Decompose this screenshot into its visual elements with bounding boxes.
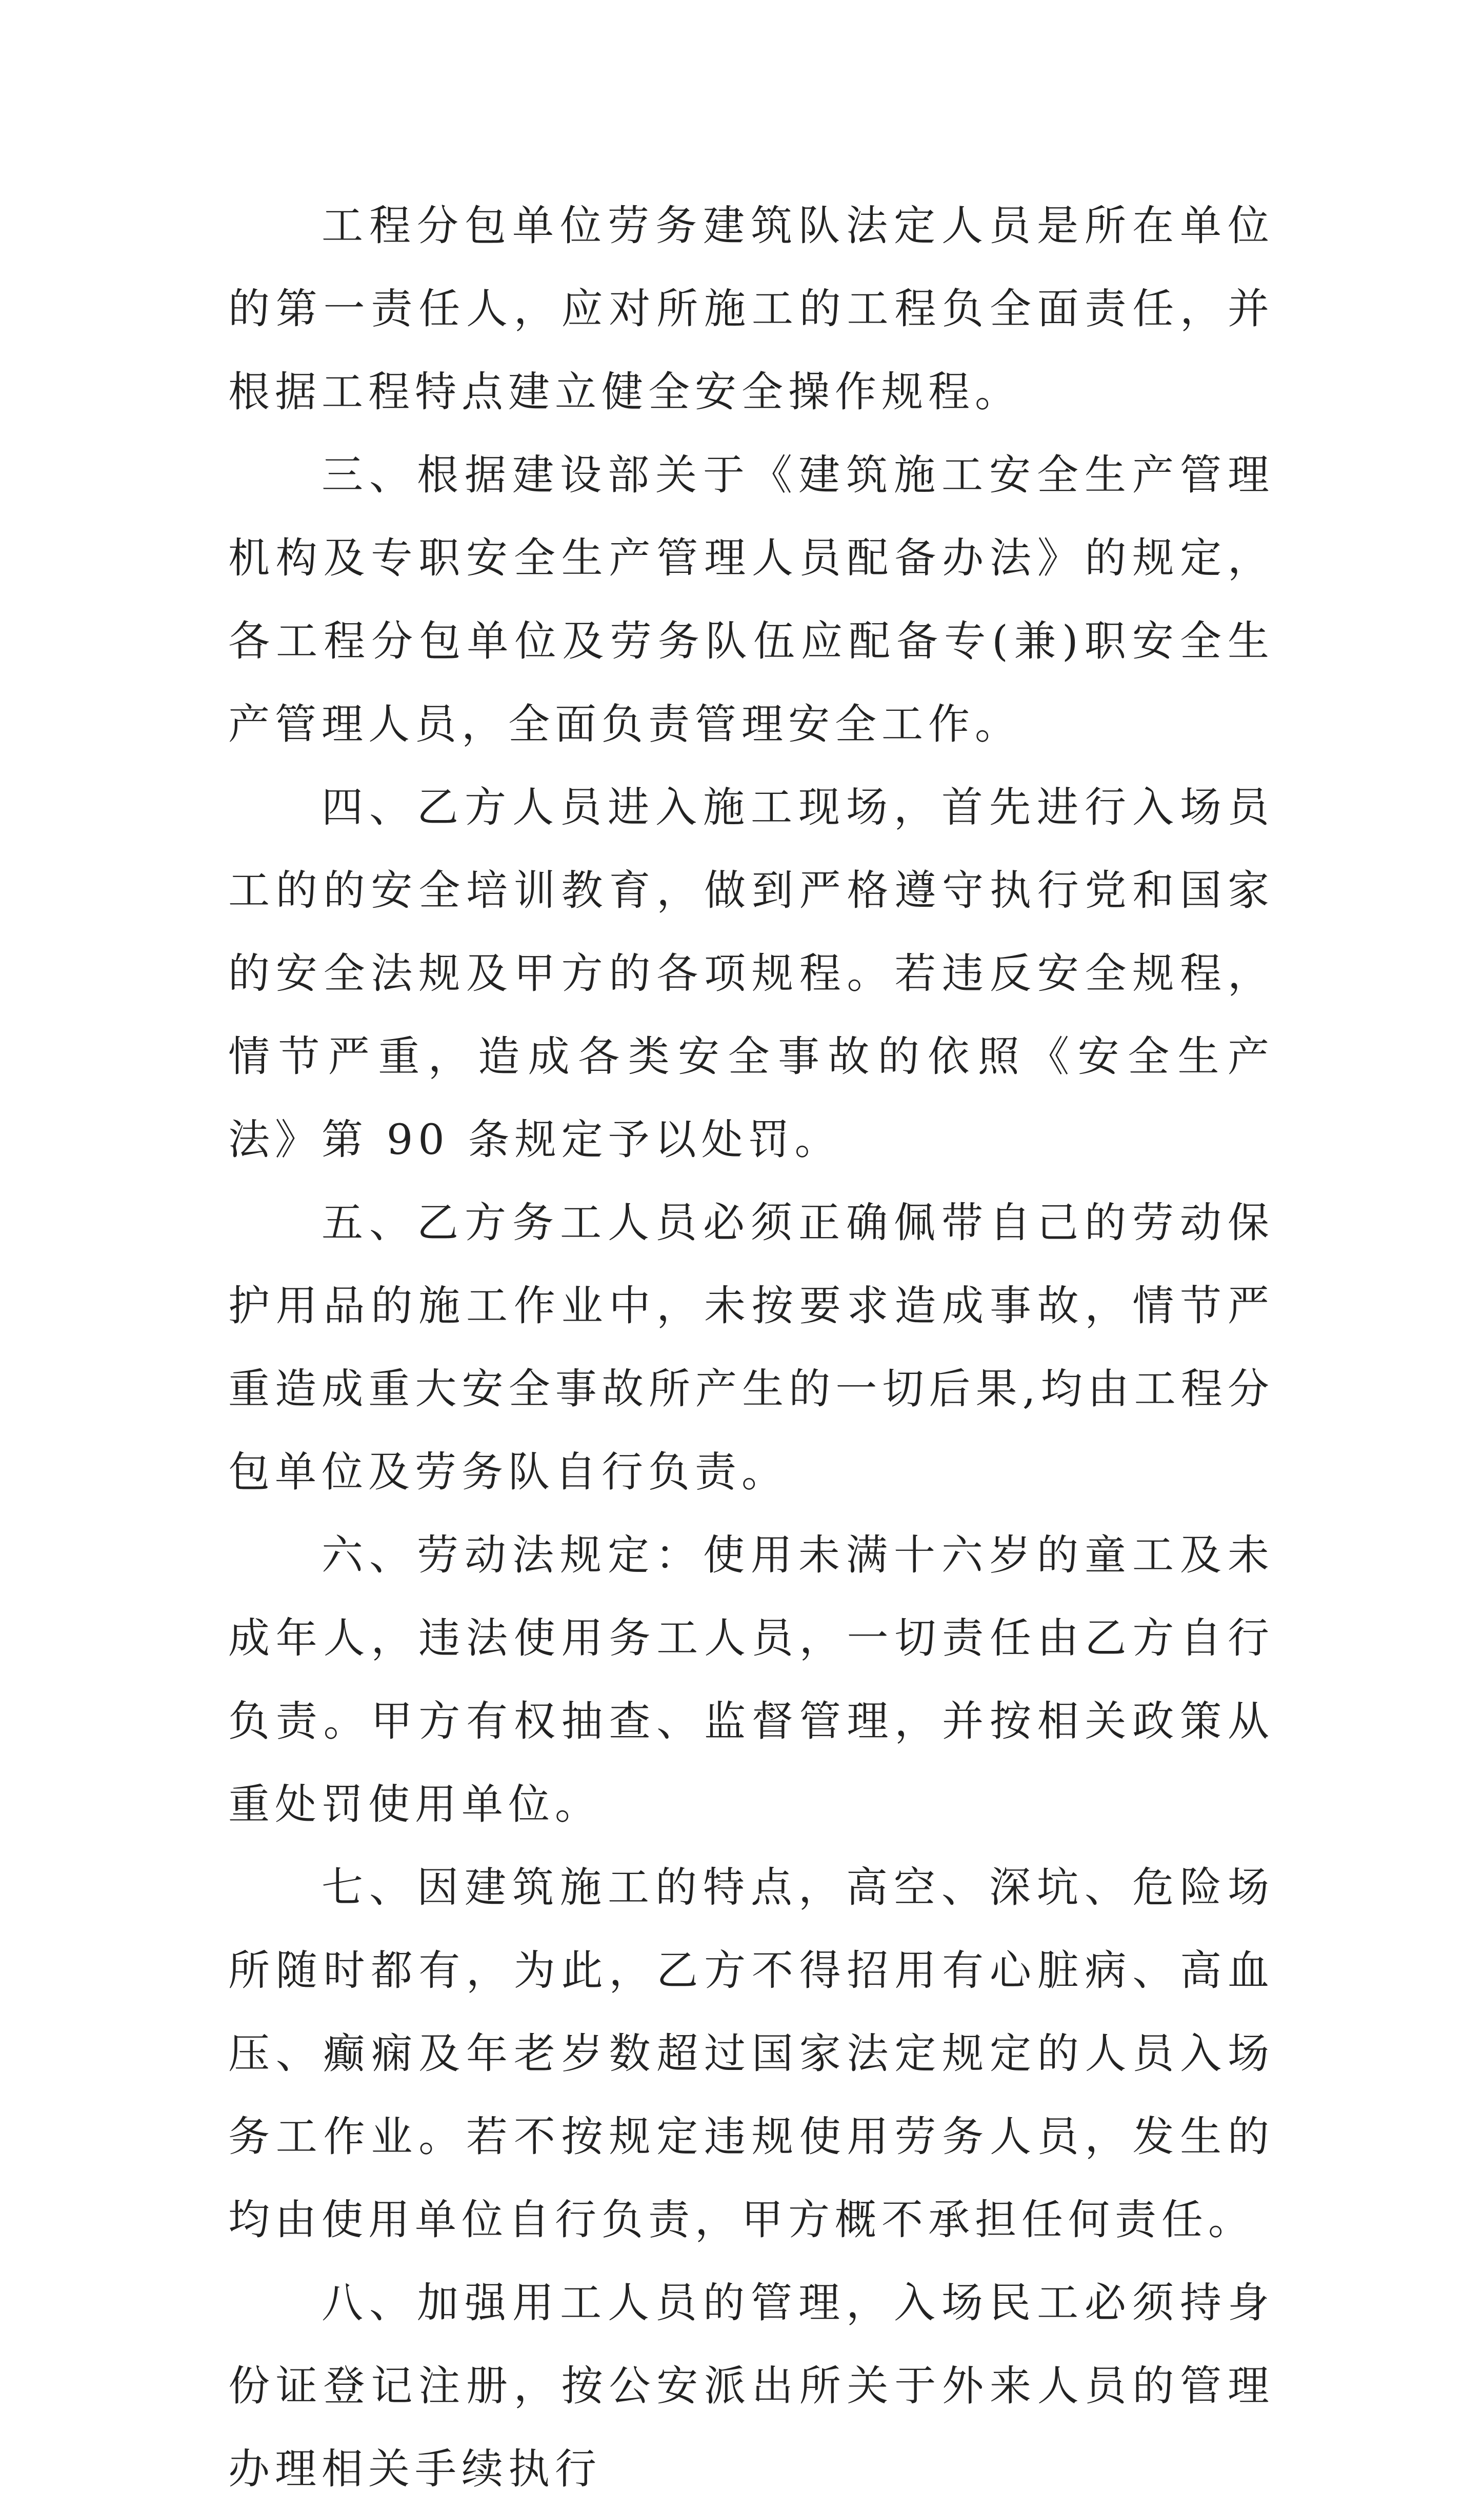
paragraph-clause-6: 六、劳动法规定：使用未满十六岁的童工及未成年人，违法使用务工人员，一切责任由乙方自行负责。甲方有权抽查、监督管理，并按相关政策从重处罚使用单位。	[228, 1531, 1274, 1829]
document-body	[228, 185, 1274, 2511]
paragraph-clause-8: 八、加强用工人员的管理，入场民工必须持身份证登记注册，按公安派出所关于外来人员的管理办理相关手续执行	[228, 2279, 1274, 2494]
paragraph-responsible-person: 工程分包单位劳务建筑队法定人员是所在单位的第一责任人，应对所施工的工程负全面责任，并根据工程特点建立健全安全操作规程。	[228, 202, 1274, 416]
paragraph-clause-3: 三、根据建设部关于《建筑施工安全生产管理机构及专职安全生产管理人员配备办法》的规定，各工程分包单位及劳务队伍应配备专(兼)职安全生产管理人员，全面负责管理安全工作。	[228, 451, 1274, 749]
paragraph-clause-5: 五、乙方务工人员必须正确佩带自己的劳动保护用品的施工作业中，未按要求造成事故，情节严重造成重大安全事故所产生的一切后果,均由工程分包单位及劳务队自行负责。	[228, 1199, 1274, 1497]
paragraph-clause-4: 四、乙方人员进入施工现场，首先进行入场员工的的安全培训教育，做到严格遵守执行党和国家的安全法规及甲方的各项规程。若违反安全规程，情节严重，造成各类安全事故的依照《安全生产法》第 90 条规定予以处罚。	[228, 784, 1274, 1164]
paragraph-clause-7: 七、因建筑施工的特点，高空、深坑、危险场所随时都有，为此，乙方不得招用有心脏病、高血压、癫痫及年老岁数超过国家法定规定的人员入场务工作业。若不按规定违规使用劳务人员，发生的均由使用单位自行负责，甲方概不承担任何责任。	[228, 1864, 1274, 2244]
